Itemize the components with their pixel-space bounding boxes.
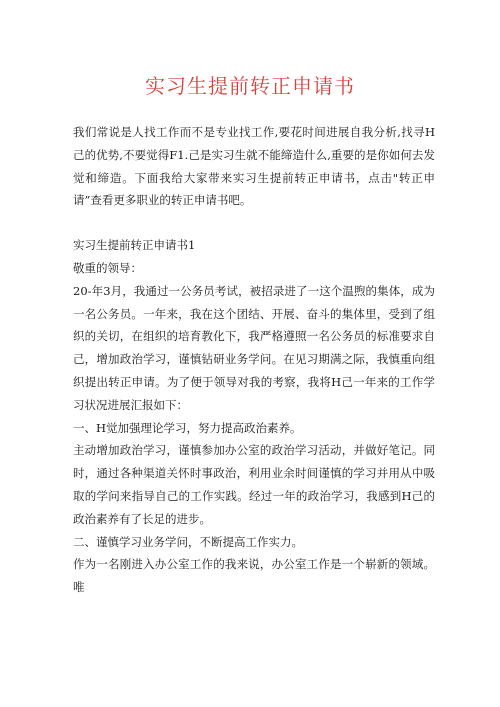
section-title: 实习生提前转正申请书1 [73, 238, 196, 253]
section-heading: 一、H觉加强理论学习，努力提高政治素养。 [73, 420, 302, 435]
body-paragraph: 20-年3月，我通过一公务员考试，被招录进了一这个温煦的集体，成为一名公务员。一年来，我在这个团结、开展、奋斗的集体里，受到了组织的关切，在组织的培育教化下，我严格遵照一名公务员的标准要求自己，增加政治学习，谨慎钻研业务学问。在见习期满之际，我慎重向组织提出转正申请。为了便于领导对我的考察，我将H己一年来的工作学习状况进展汇报如下： [73, 283, 435, 412]
intro-paragraph: 我们常说是人找工作而不是专业找工作,要花时间进展自我分析,找寻H己的优势,不要觉得F1.己是实习生就不能缔造什么,重要的是你如何去发觉和缔造。下面我给大家带来实习生提前转正申请书，点击"转正申请”查看更多职业的转正申请书吧。 [73, 125, 435, 208]
document-body [73, 121, 435, 599]
body-paragraph: 主动增加政治学习，谨慎参加办公室的政治学习活动，并做好笔记。同时，通过各种渠道关怀时事政治，利用业余时间谨慎的学习并用从中吸取的学问来指导自己的工作实践。经过一年的政治学习，我感到H己的政治素养有了长足的进步。 [73, 443, 435, 526]
document-title: 实习生提前转正申请书 [145, 74, 355, 98]
body-paragraph: 作为一名刚进入办公室工作的我来说，办公室工作是一个崭新的领域。唯 [73, 557, 435, 595]
section-heading: 二、谨慎学习业务学问，不断提高工作实力。 [73, 534, 303, 549]
paragraph-spacer [73, 212, 435, 234]
salutation: 敬重的领导： [73, 260, 142, 275]
